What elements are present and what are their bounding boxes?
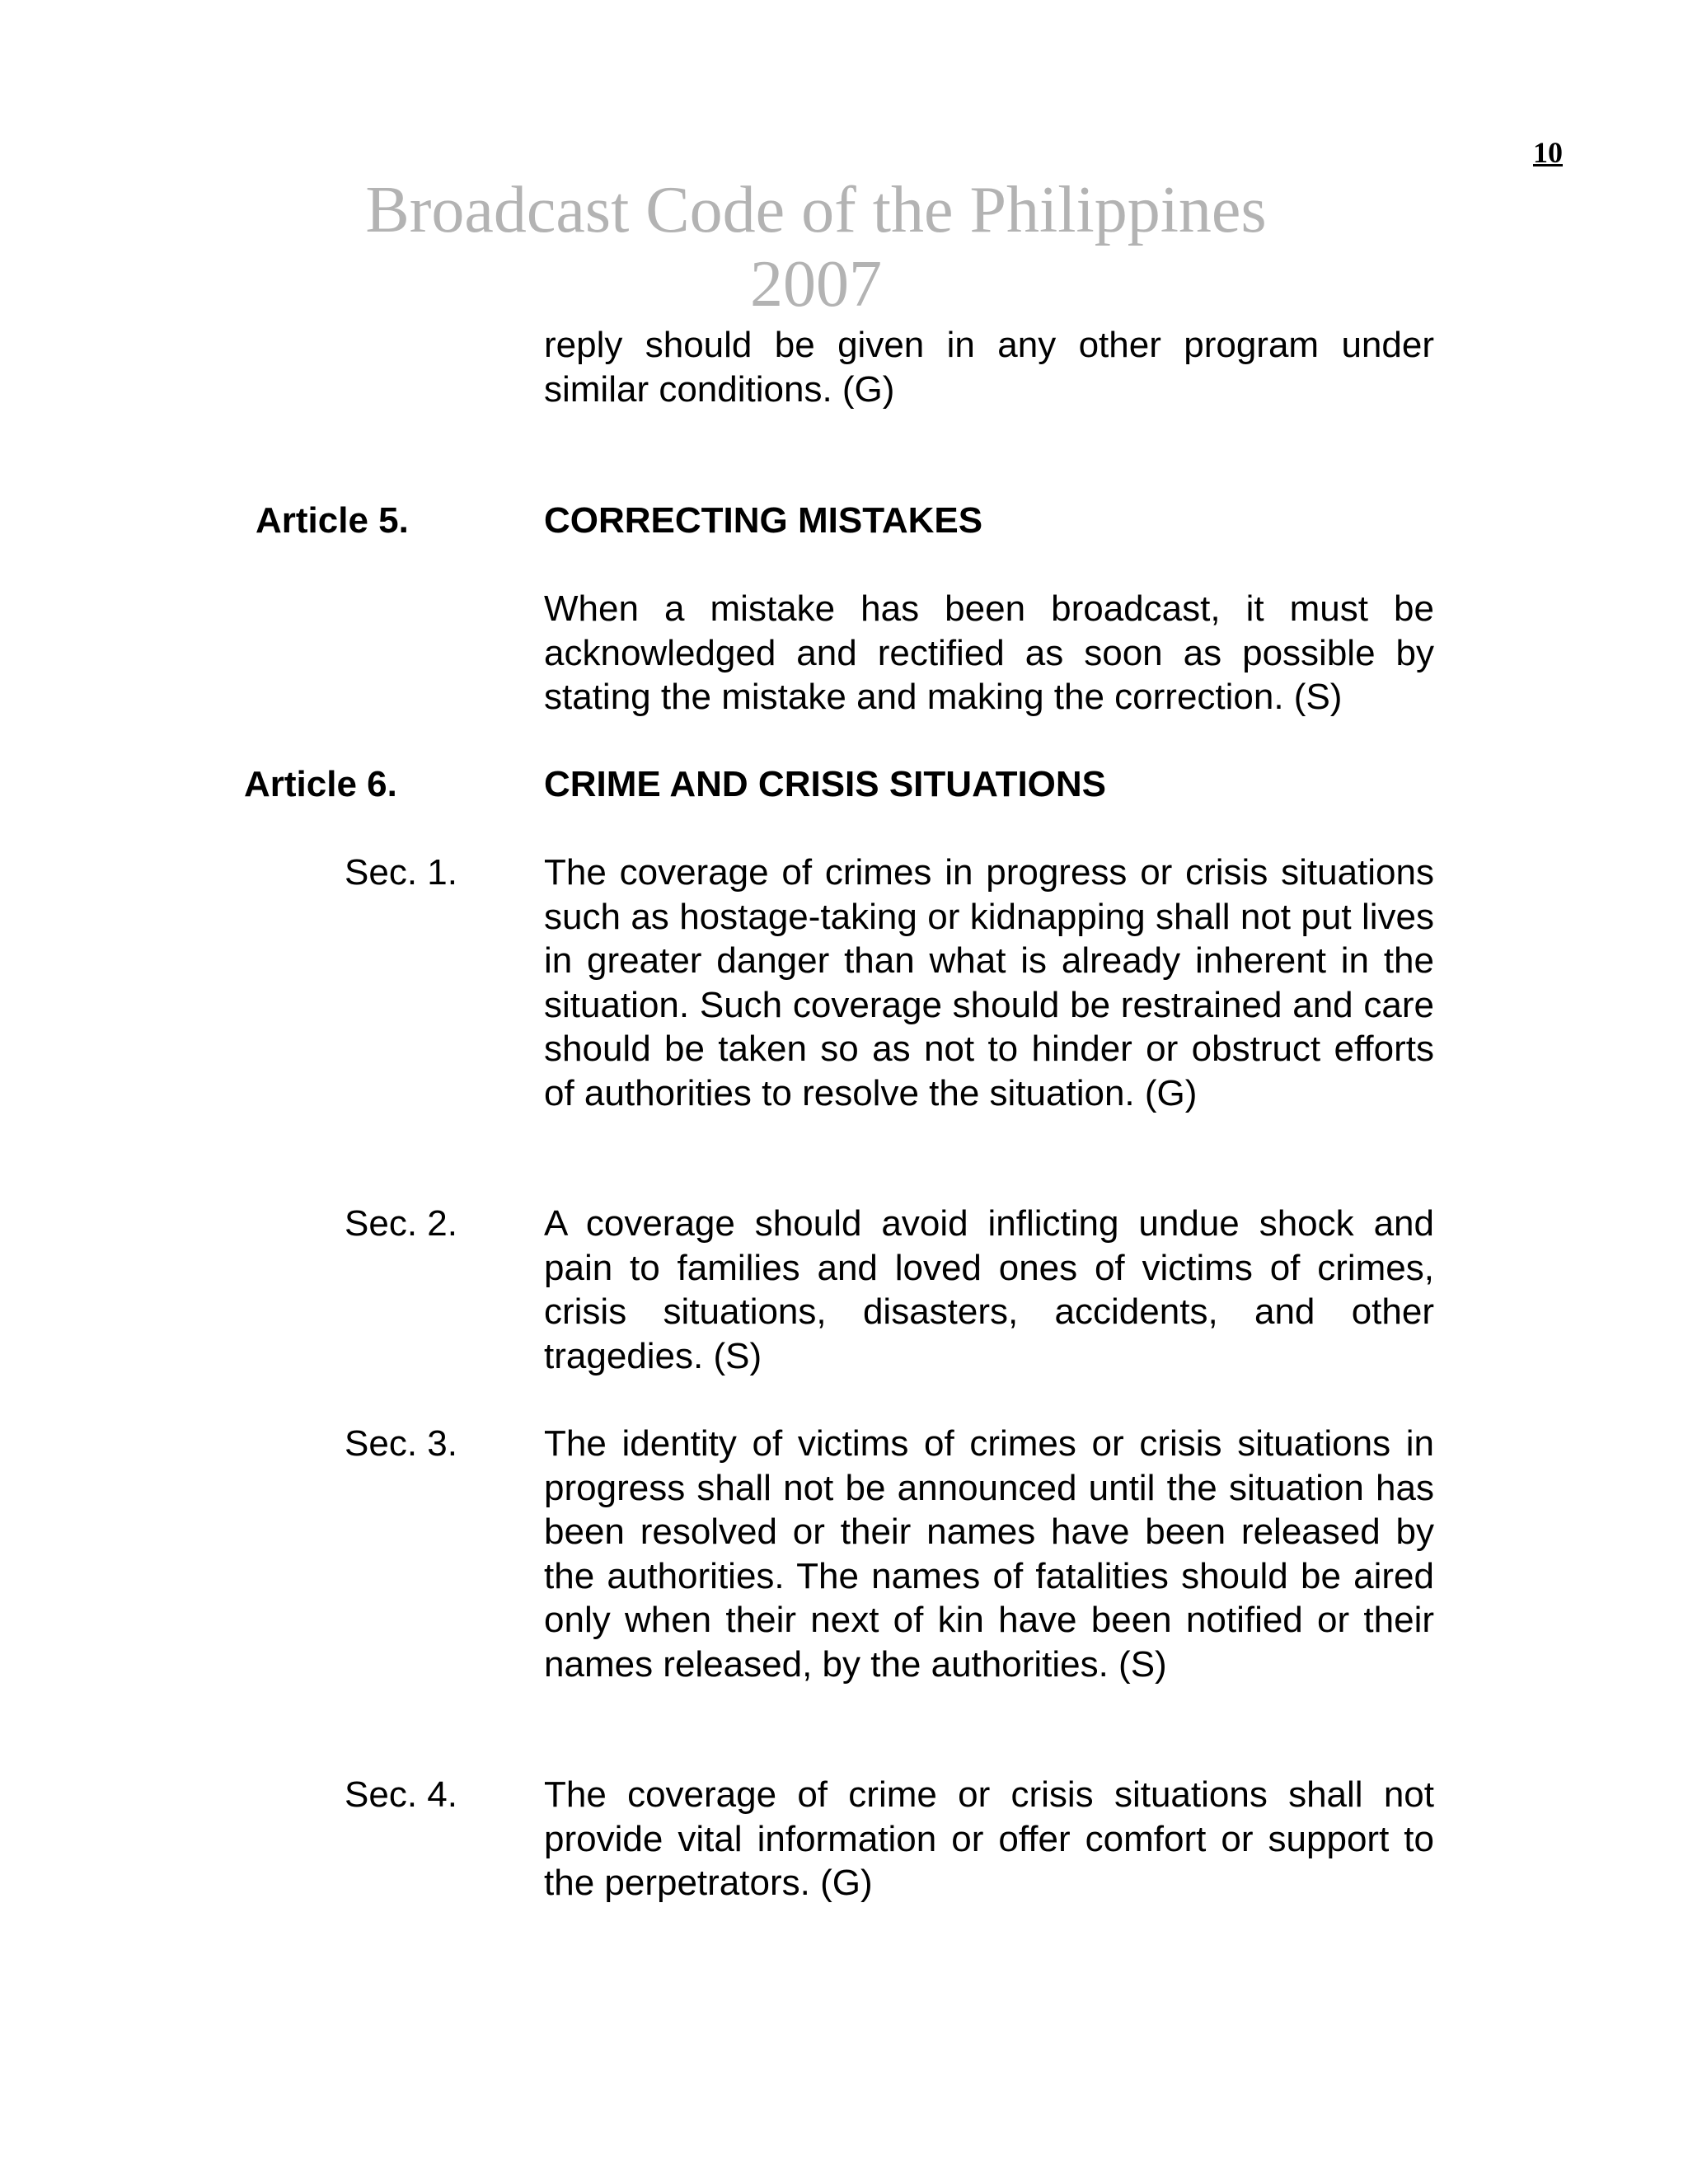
section-3-paragraph: The identity of victims of crimes or crisis situations in progress shall not be announced until the situation has been resolved or their names have been released by the authorities. The names of fatalities should be aired only when their next of kin have been notified or their names released, by the authorities. (S)	[544, 1423, 1434, 1685]
section-4-label: Sec. 4.	[345, 1774, 457, 1815]
page-number: 10	[1533, 136, 1563, 169]
section-1-paragraph: The coverage of crimes in progress or crisis situations such as hostage-taking or kidnapping shall not put lives in greater danger than what is already inherent in the situation. Such coverage should be restrained and care should be taken so as not to hinder or obstruct efforts of authorities to resolve the situation. (G)	[544, 852, 1434, 1113]
section-4-paragraph: The coverage of crime or crisis situations shall not provide vital information or offer comfort or support to the perpetrators. (G)	[544, 1774, 1434, 1903]
section-2-paragraph: A coverage should avoid inflicting undue shock and pain to families and loved ones of victims of crimes, crisis situations, disasters, accidents, and other tragedies. (S)	[544, 1203, 1434, 1376]
article-6-title: CRIME AND CRISIS SITUATIONS	[544, 764, 1107, 804]
watermark-year: 2007	[750, 248, 882, 321]
continuation-paragraph: reply should be given in any other program under similar conditions. (G)	[544, 325, 1434, 410]
article-5-paragraph: When a mistake has been broadcast, it must be acknowledged and rectified as soon as possible by stating the mistake and making the correction. (S)	[544, 588, 1434, 717]
article-6-label: Article 6.	[244, 764, 397, 804]
section-2-label: Sec. 2.	[345, 1203, 457, 1244]
article-5-label: Article 5.	[256, 500, 409, 541]
section-1-label: Sec. 1.	[345, 852, 457, 893]
article-5-title: CORRECTING MISTAKES	[544, 500, 983, 541]
watermark	[280, 173, 1352, 321]
watermark-title: Broadcast Code of the Philippines	[365, 174, 1267, 246]
section-3-label: Sec. 3.	[345, 1423, 457, 1464]
